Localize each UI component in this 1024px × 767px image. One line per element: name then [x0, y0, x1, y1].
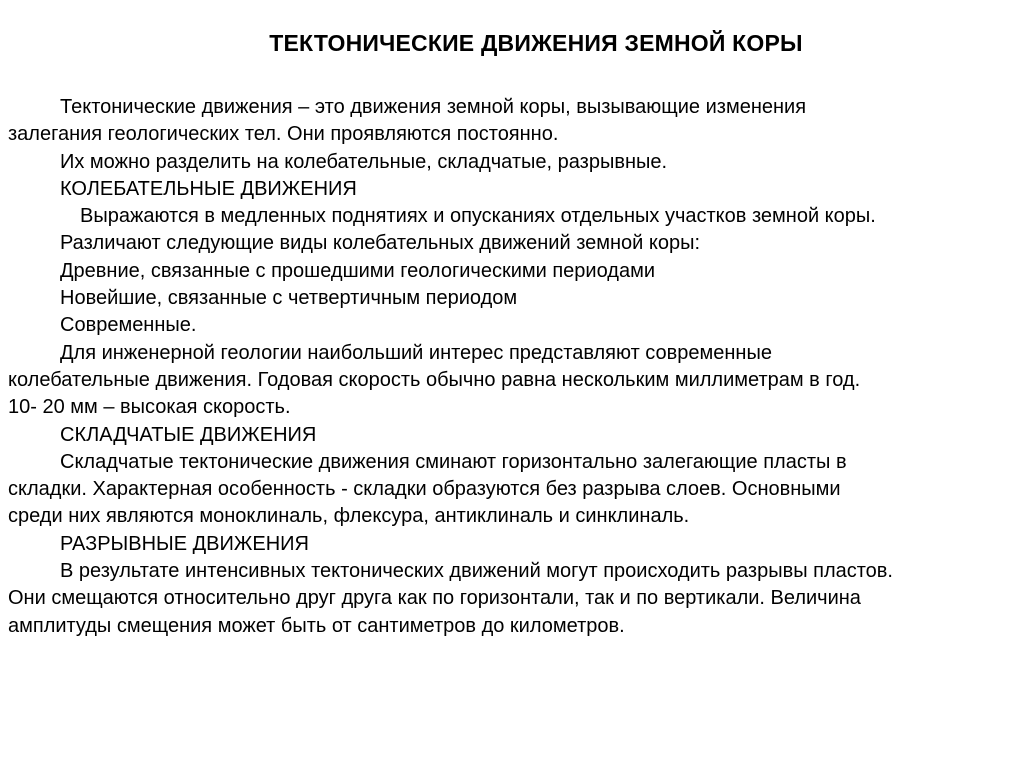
paragraph-line: Различают следующие виды колебательных движений земной коры: — [60, 232, 701, 255]
paragraph-line: 10- 20 мм – высокая скорость. — [8, 396, 291, 419]
paragraph-line: среди них являются моноклиналь, флексура, антиклиналь и синклиналь. — [8, 505, 690, 528]
paragraph-line: Складчатые тектонические движения сминают горизонтально залегающие пласты в — [60, 450, 847, 473]
section-heading-folding: СКЛАДЧАТЫЕ ДВИЖЕНИЯ — [60, 423, 317, 446]
paragraph-line: Выражаются в медленных поднятиях и опусканиях отдельных участков земной коры. — [80, 205, 876, 228]
paragraph-line: В результате интенсивных тектонических движений могут происходить разрывы пластов. — [60, 560, 893, 583]
list-item: Новейшие, связанные с четвертичным периодом — [60, 287, 518, 310]
list-item: Древние, связанные с прошедшими геологическими периодами — [60, 259, 655, 282]
document-body — [8, 94, 1018, 640]
section-heading-faulting: РАЗРЫВНЫЕ ДВИЖЕНИЯ — [60, 532, 309, 555]
paragraph-line: Для инженерной геологии наибольший интерес представляют современные — [60, 341, 772, 364]
paragraph-line: Тектонические движения – это движения земной коры, вызывающие изменения — [60, 96, 807, 118]
paragraph-line: амплитуды смещения может быть от сантиметров до километров. — [8, 614, 625, 637]
paragraph-line: складки. Характерная особенность - складки образуются без разрыва слоев. Основными — [8, 478, 841, 501]
page-title: ТЕКТОНИЧЕСКИЕ ДВИЖЕНИЯ ЗЕМНОЙ КОРЫ — [269, 30, 803, 56]
list-item: Современные. — [60, 314, 197, 337]
paragraph-line: Их можно разделить на колебательные, складчатые, разрывные. — [60, 150, 668, 173]
paragraph-line: Они смещаются относительно друг друга как по горизонтали, так и по вертикали. Величина — [8, 587, 861, 610]
section-heading-oscillatory: КОЛЕБАТЕЛЬНЫЕ ДВИЖЕНИЯ — [60, 177, 357, 200]
paragraph-line: залегания геологических тел. Они проявляются постоянно. — [8, 123, 559, 146]
paragraph-line: колебательные движения. Годовая скорость обычно равна нескольким миллиметрам в год. — [8, 368, 861, 391]
